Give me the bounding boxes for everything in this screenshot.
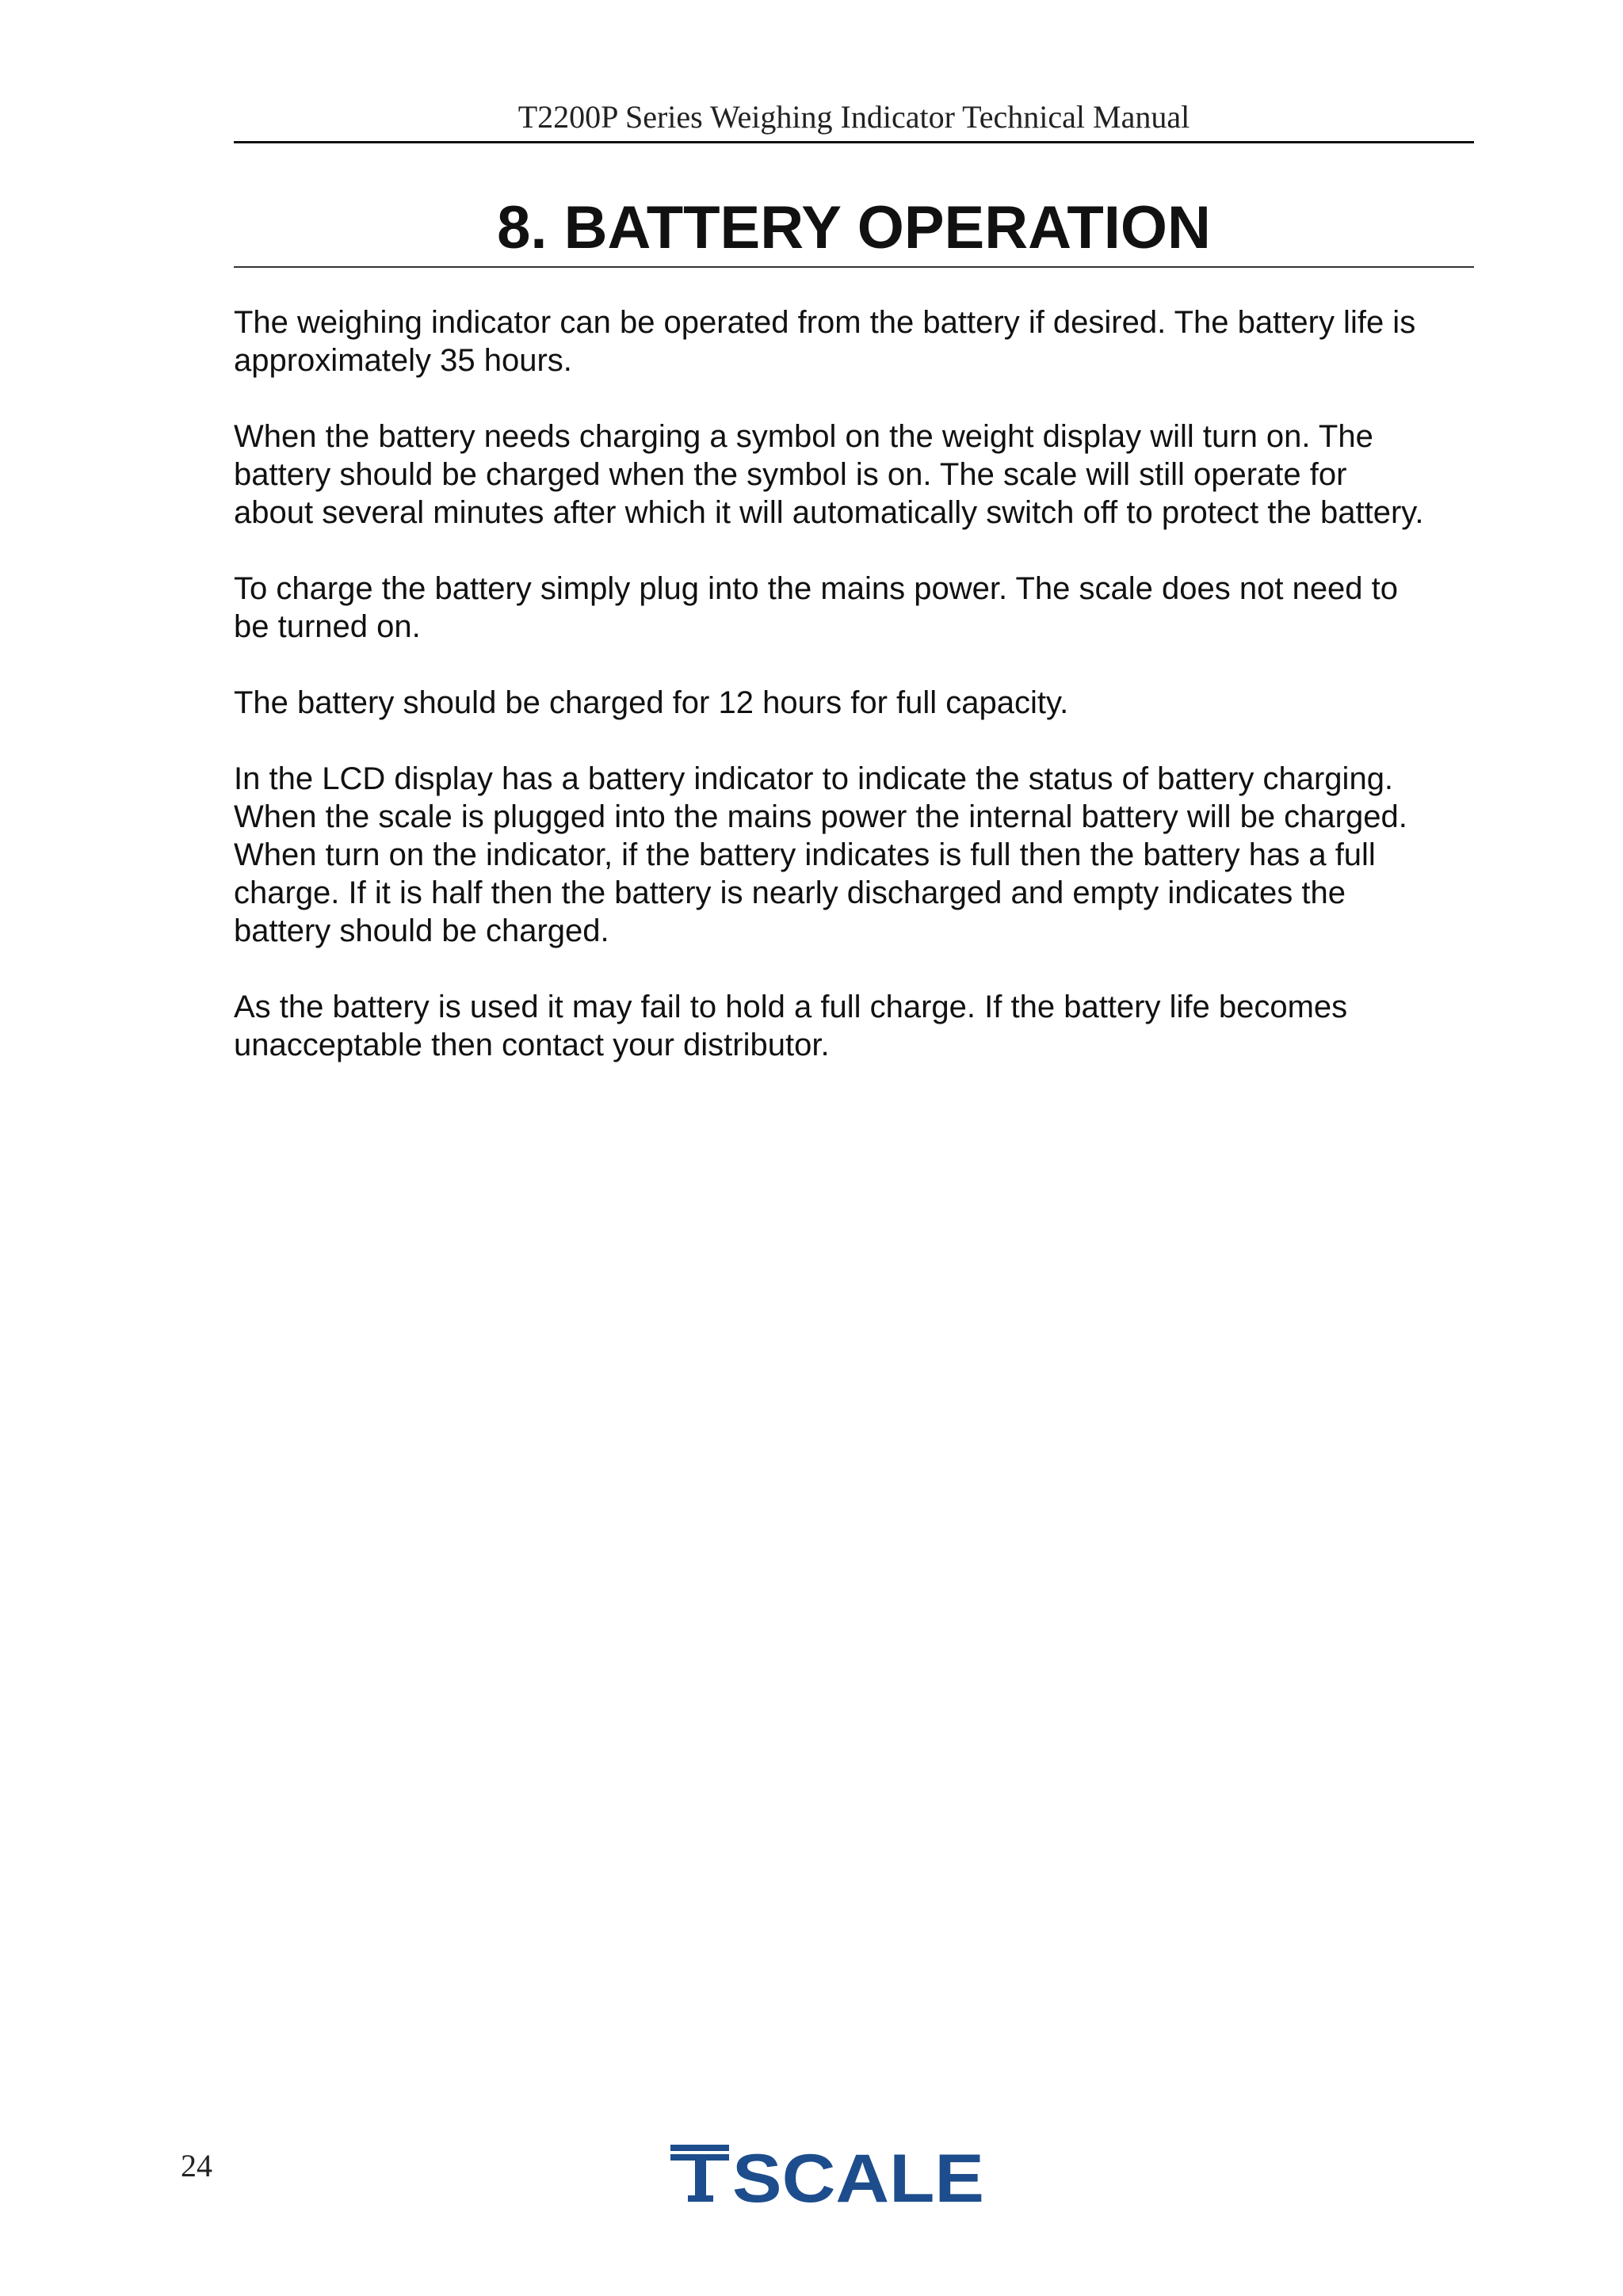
- header-rule: [234, 141, 1474, 143]
- paragraph-lcd-indicator: In the LCD display has a battery indicator to indicate the status of battery charging. When the scale is plugged into the mains power the internal battery will be charged. When turn on the indicator, if the battery indicates is full then the battery has a full charge. If it is half then the battery is nearly discharged and empty indicates the battery should be charged.: [234, 761, 1407, 948]
- title-rule: [234, 266, 1474, 268]
- chapter-title: 8. BATTERY OPERATION: [497, 194, 1211, 261]
- paragraph-charging-symbol: When the battery needs charging a symbol on the weight display will turn on. The battery should be charged when the symbol is on. The scale will still operate for about several minutes after which it will automatically switch off to protect the battery.: [234, 419, 1424, 530]
- t-logo-icon: [670, 2145, 729, 2202]
- running-header: T2200P Series Weighing Indicator Technical Manual: [517, 99, 1190, 135]
- paragraph-battery-wear: As the battery is used it may fail to hold a full charge. If the battery life becomes unacceptable then contact your distributor.: [234, 990, 1348, 1062]
- logo-text: SCALE: [732, 2143, 984, 2206]
- page-number: 24: [181, 2148, 212, 2183]
- paragraph-how-to-charge: To charge the battery simply plug into the mains power. The scale does not need to be turned on.: [234, 571, 1399, 644]
- tscale-logo: [670, 2143, 987, 2206]
- body-text: [234, 303, 1482, 1102]
- paragraph-charge-duration: The battery should be charged for 12 hours for full capacity.: [234, 685, 1069, 720]
- paragraph-battery-life: The weighing indicator can be operated from the battery if desired. The battery life is approximately 35 hours.: [234, 305, 1416, 378]
